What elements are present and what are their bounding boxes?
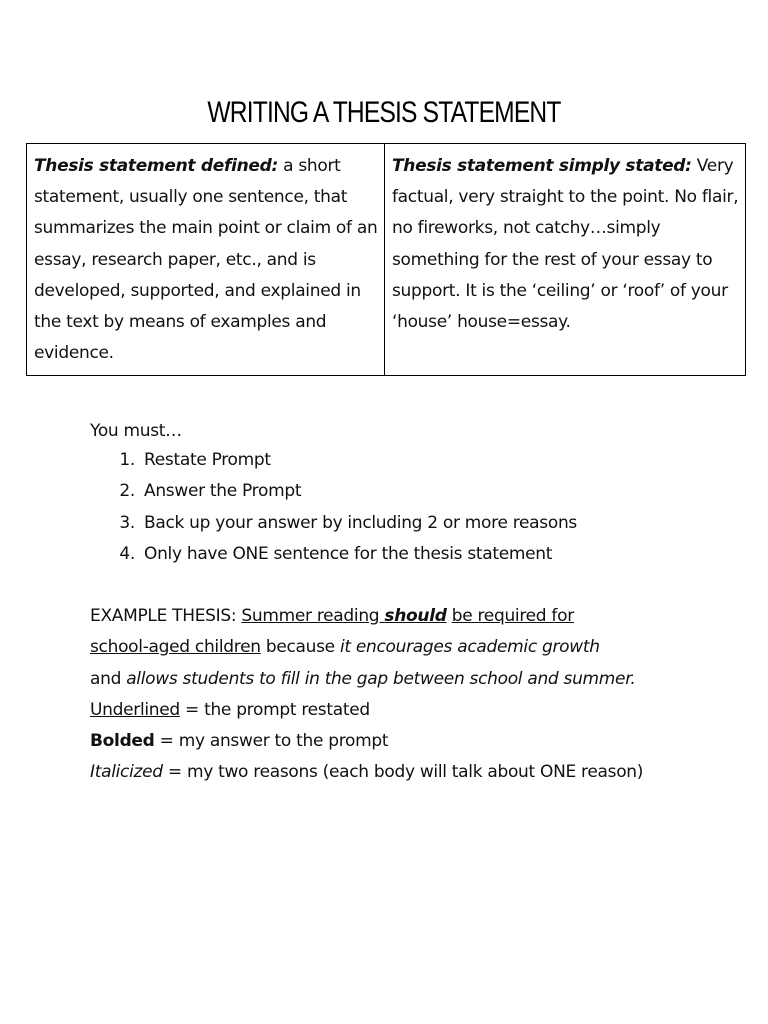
example-and: and [90,668,127,689]
example-line-1 [90,601,750,632]
legend-italicized-desc: = my two reasons (each body will talk about ONE reason) [162,762,644,783]
legend-bolded [90,726,750,757]
list-item-number: 4. [119,543,135,564]
example-line-3 [90,664,750,695]
list-item-number: 2. [119,481,135,502]
definition-text-simply-stated: Very factual, very straight to the point. No flair, no fireworks, not catchy…simply something for the rest of your essay to support. It is the ‘ceiling’ or ‘roof’ of your ‘house’ house=essay. [392,156,739,333]
legend-italicized-word: Italicized [90,762,163,783]
example-prompt-part-2: be required for [451,606,574,626]
list-item-number: 3. [119,512,135,533]
page-title: WRITING A THESIS STATEMENT [207,96,561,129]
list-item-text: Only have ONE sentence for the thesis statement [144,543,553,564]
example-because: because [260,637,340,658]
definition-cell-simply-stated [385,144,745,375]
definition-label-simply-stated: Thesis statement simply stated: [392,156,692,176]
definition-label-defined: Thesis statement defined: [34,156,278,176]
example-reason-2: allows students to fill in the gap between school and summer. [126,668,636,689]
list-item-number: 1. [119,450,135,470]
definition-cell-defined [27,144,385,375]
legend-bolded-word: Bolded [90,731,155,752]
intro-text: You must… [90,421,182,441]
example-reason-1: it encourages academic growth [339,637,600,658]
example-label: EXAMPLE THESIS: [90,606,242,626]
list-item [108,508,577,539]
legend-underlined [90,695,750,726]
list-item-text: Restate Prompt [144,450,271,470]
definition-table [26,143,746,376]
list-item [108,476,577,507]
example-section [90,601,750,789]
steps-list [108,445,577,570]
list-item [108,539,577,570]
legend-underlined-word: Underlined [90,699,180,720]
example-prompt-part-3: school-aged children [90,637,261,658]
list-item [108,445,577,476]
example-answer: should [384,606,447,626]
example-prompt-part-1: Summer reading [241,606,385,626]
legend-underlined-desc: = the prompt restated [179,699,370,720]
list-item-text: Answer the Prompt [144,481,302,502]
definition-text-defined: a short statement, usually one sentence, that summarizes the main point or claim of an essay, research paper, etc., and is developed, supported, and explained in the text by means of examples and evidence. [34,156,378,364]
legend-bolded-desc: = my answer to the prompt [154,731,389,752]
example-line-2 [90,632,750,663]
list-item-text: Back up your answer by including 2 or more reasons [144,512,577,533]
legend-italicized [90,757,750,788]
